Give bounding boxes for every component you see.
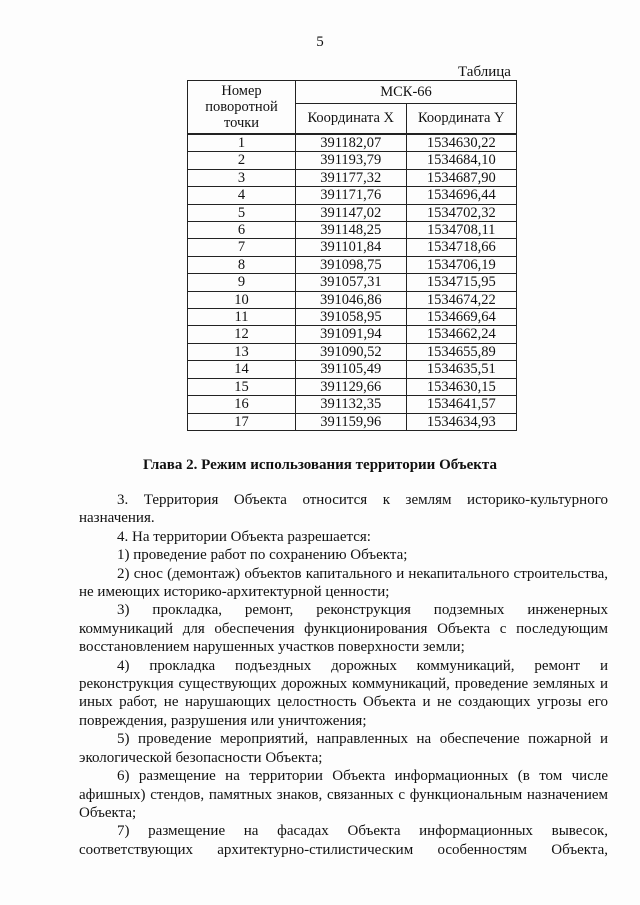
point-number-cell: 12 bbox=[188, 326, 296, 343]
col-point-header: Номер поворотной точки bbox=[188, 81, 296, 135]
coordinate-x-cell: 391105,49 bbox=[296, 361, 407, 378]
point-number-cell: 5 bbox=[188, 204, 296, 221]
paragraph: 4. На территории Объекта разрешается: bbox=[117, 528, 371, 545]
table-row bbox=[188, 204, 517, 221]
coordinate-y-cell: 1534674,22 bbox=[406, 291, 517, 308]
table-row bbox=[188, 343, 517, 360]
point-number-cell: 15 bbox=[188, 378, 296, 395]
col-group-header: МСК-66 bbox=[296, 81, 517, 104]
table-row bbox=[188, 134, 517, 152]
table-row bbox=[188, 361, 517, 378]
point-number-cell: 8 bbox=[188, 256, 296, 273]
coordinate-x-cell: 391091,94 bbox=[296, 326, 407, 343]
coordinate-y-cell: 1534696,44 bbox=[406, 187, 517, 204]
point-number-cell: 13 bbox=[188, 343, 296, 360]
coordinate-x-cell: 391171,76 bbox=[296, 187, 407, 204]
point-number-cell: 4 bbox=[188, 187, 296, 204]
paragraph: 7) размещение на фасадах Объекта информационных вывесок, соответствующих архитектурно-стилистическим особенностям Объекта, bbox=[79, 823, 608, 858]
paragraph: 1) проведение работ по сохранению Объекта; bbox=[117, 547, 408, 564]
coordinate-x-cell: 391193,79 bbox=[296, 152, 407, 169]
coordinate-y-cell: 1534708,11 bbox=[406, 222, 517, 239]
point-number-cell: 11 bbox=[188, 309, 296, 326]
coordinate-y-cell: 1534662,24 bbox=[406, 326, 517, 343]
table-row bbox=[188, 396, 517, 413]
coordinate-x-cell: 391090,52 bbox=[296, 343, 407, 360]
coordinate-y-cell: 1534684,10 bbox=[406, 152, 517, 169]
col-x-header: Координата X bbox=[296, 104, 407, 135]
coordinate-y-cell: 1534655,89 bbox=[406, 343, 517, 360]
point-number-cell: 2 bbox=[188, 152, 296, 169]
coordinate-y-cell: 1534635,51 bbox=[406, 361, 517, 378]
table-row bbox=[188, 169, 517, 186]
coordinate-y-cell: 1534718,66 bbox=[406, 239, 517, 256]
table-row bbox=[188, 326, 517, 343]
coordinate-y-cell: 1534669,64 bbox=[406, 309, 517, 326]
table-row bbox=[188, 152, 517, 169]
table-row bbox=[188, 309, 517, 326]
table-row bbox=[188, 222, 517, 239]
coordinates-body bbox=[188, 134, 517, 430]
coordinate-y-cell: 1534641,57 bbox=[406, 396, 517, 413]
table-row bbox=[188, 187, 517, 204]
paragraph: 3) прокладка, ремонт, реконструкция подземных инженерных коммуникаций для обеспечения функционирования Объекта с последующим восстановлением нарушенных участков поверхности земли; bbox=[79, 602, 608, 656]
table-row bbox=[188, 239, 517, 256]
table-row bbox=[188, 378, 517, 395]
table-caption: Таблица bbox=[458, 64, 511, 80]
col-y-header: Координата Y bbox=[406, 104, 517, 135]
coordinate-x-cell: 391177,32 bbox=[296, 169, 407, 186]
point-number-cell: 1 bbox=[188, 134, 296, 152]
coordinate-y-cell: 1534702,32 bbox=[406, 204, 517, 221]
coordinate-x-cell: 391159,96 bbox=[296, 413, 407, 430]
paragraph: 2) снос (демонтаж) объектов капитального и некапитального строительства, не имеющих историко-архитектурной ценности; bbox=[79, 565, 608, 601]
point-number-cell: 6 bbox=[188, 222, 296, 239]
coordinate-y-cell: 1534687,90 bbox=[406, 169, 517, 186]
coordinates-table bbox=[187, 80, 517, 431]
coordinate-x-cell: 391148,25 bbox=[296, 222, 407, 239]
coordinate-x-cell: 391057,31 bbox=[296, 274, 407, 291]
table-row bbox=[188, 413, 517, 430]
paragraph: 5) проведение мероприятий, направленных на обеспечение пожарной и экологической безопасности Объекта; bbox=[79, 731, 608, 766]
coordinate-x-cell: 391101,84 bbox=[296, 239, 407, 256]
body-text bbox=[79, 491, 608, 859]
coordinate-x-cell: 391058,95 bbox=[296, 309, 407, 326]
page-number: 5 bbox=[316, 34, 324, 50]
point-number-cell: 16 bbox=[188, 396, 296, 413]
point-number-cell: 3 bbox=[188, 169, 296, 186]
paragraph: 6) размещение на территории Объекта информационных (в том числе афишных) стендов, памятных знаков, связанных с функциональным назначением Объекта; bbox=[79, 768, 608, 821]
coordinate-y-cell: 1534715,95 bbox=[406, 274, 517, 291]
table-row bbox=[188, 291, 517, 308]
coordinate-x-cell: 391046,86 bbox=[296, 291, 407, 308]
table-row bbox=[188, 256, 517, 273]
coordinate-x-cell: 391098,75 bbox=[296, 256, 407, 273]
point-number-cell: 17 bbox=[188, 413, 296, 430]
table-row bbox=[188, 274, 517, 291]
chapter-title: Глава 2. Режим использования территории Объекта bbox=[143, 457, 497, 473]
point-number-cell: 10 bbox=[188, 291, 296, 308]
paragraph: 3. Территория Объекта относится к землям историко-культурного назначения. bbox=[79, 492, 608, 527]
coordinate-x-cell: 391182,07 bbox=[296, 134, 407, 152]
paragraph: 4) прокладка подъездных дорожных коммуникаций, ремонт и реконструкция существующих дорожных коммуникаций, проведение земляных и иных работ, не нарушающих целостность Объекта и не создающих угрозы его повреждения, разрушения или уничтожения; bbox=[79, 657, 608, 729]
coordinate-y-cell: 1534706,19 bbox=[406, 256, 517, 273]
coordinate-y-cell: 1534630,22 bbox=[406, 134, 517, 152]
coordinate-x-cell: 391132,35 bbox=[296, 396, 407, 413]
coordinate-y-cell: 1534634,93 bbox=[406, 413, 517, 430]
point-number-cell: 7 bbox=[188, 239, 296, 256]
point-number-cell: 14 bbox=[188, 361, 296, 378]
coordinate-x-cell: 391147,02 bbox=[296, 204, 407, 221]
coordinate-y-cell: 1534630,15 bbox=[406, 378, 517, 395]
point-number-cell: 9 bbox=[188, 274, 296, 291]
coordinate-x-cell: 391129,66 bbox=[296, 378, 407, 395]
